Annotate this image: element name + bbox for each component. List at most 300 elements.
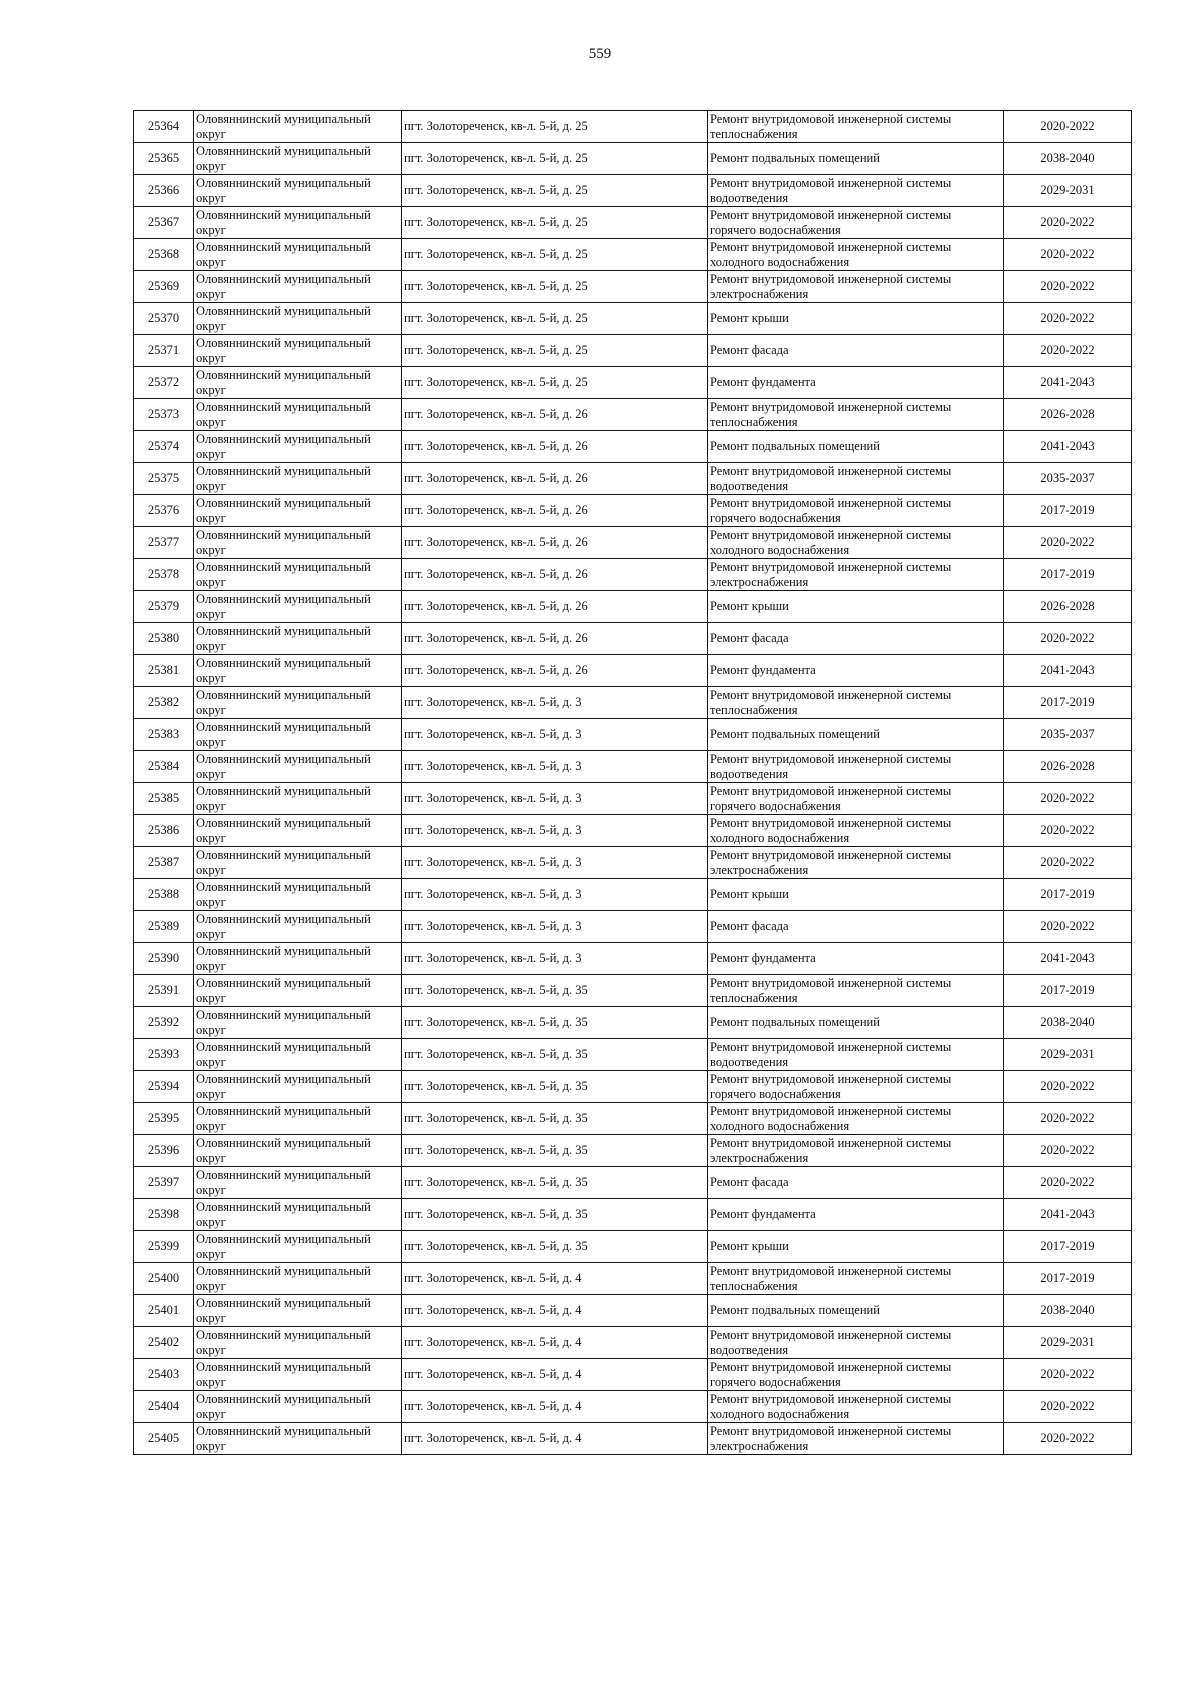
- row-number-cell: 25383: [134, 719, 194, 751]
- municipality-cell-text: Оловяннинский муниципальный округ: [196, 143, 371, 173]
- address-cell: пгт. Золотореченск, кв-л. 5-й, д. 4: [402, 1263, 708, 1295]
- row-number-cell: 25374: [134, 431, 194, 463]
- table-row: [134, 815, 1132, 847]
- row-number-cell: 25396: [134, 1135, 194, 1167]
- municipality-cell: [194, 655, 402, 687]
- address-cell: пгт. Золотореченск, кв-л. 5-й, д. 25: [402, 175, 708, 207]
- work-type-cell: [708, 943, 1004, 975]
- work-type-cell: [708, 1263, 1004, 1295]
- municipality-cell: [194, 367, 402, 399]
- table-row: [134, 911, 1132, 943]
- municipality-cell: [194, 239, 402, 271]
- work-type-cell: [708, 367, 1004, 399]
- work-type-cell-text: Ремонт внутридомовой инженерной системы теплоснабжения: [710, 111, 952, 141]
- municipality-cell-text: Оловяннинский муниципальный округ: [196, 431, 371, 461]
- row-number-cell: 25376: [134, 495, 194, 527]
- table-row: [134, 1359, 1132, 1391]
- period-cell: 2017-2019: [1004, 1231, 1132, 1263]
- period-cell: 2020-2022: [1004, 1103, 1132, 1135]
- work-type-cell-text: Ремонт внутридомовой инженерной системы горячего водоснабжения: [710, 1359, 952, 1389]
- work-type-cell: [708, 399, 1004, 431]
- work-type-cell: [708, 495, 1004, 527]
- municipality-cell: [194, 303, 402, 335]
- address-cell: пгт. Золотореченск, кв-л. 5-й, д. 35: [402, 1199, 708, 1231]
- address-cell: пгт. Золотореченск, кв-л. 5-й, д. 3: [402, 751, 708, 783]
- period-cell: 2038-2040: [1004, 1295, 1132, 1327]
- municipality-cell: [194, 463, 402, 495]
- municipality-cell-text: Оловяннинский муниципальный округ: [196, 527, 371, 557]
- municipality-cell: [194, 1391, 402, 1423]
- municipality-cell: [194, 1327, 402, 1359]
- row-number-cell: 25386: [134, 815, 194, 847]
- work-type-cell: [708, 1423, 1004, 1455]
- municipality-cell: [194, 1423, 402, 1455]
- period-cell: 2035-2037: [1004, 463, 1132, 495]
- period-cell: 2029-2031: [1004, 1327, 1132, 1359]
- municipality-cell-text: Оловяннинский муниципальный округ: [196, 335, 371, 365]
- municipality-cell-text: Оловяннинский муниципальный округ: [196, 975, 371, 1005]
- period-cell: 2041-2043: [1004, 655, 1132, 687]
- table-row: [134, 1295, 1132, 1327]
- period-cell: 2017-2019: [1004, 495, 1132, 527]
- period-cell: 2020-2022: [1004, 783, 1132, 815]
- work-type-cell: [708, 911, 1004, 943]
- table-row: [134, 207, 1132, 239]
- municipality-cell-text: Оловяннинский муниципальный округ: [196, 207, 371, 237]
- work-type-cell: [708, 1071, 1004, 1103]
- municipality-cell: [194, 815, 402, 847]
- municipality-cell-text: Оловяннинский муниципальный округ: [196, 559, 371, 589]
- municipality-cell-text: Оловяннинский муниципальный округ: [196, 463, 371, 493]
- municipality-cell-text: Оловяннинский муниципальный округ: [196, 943, 371, 973]
- work-type-cell: [708, 815, 1004, 847]
- address-cell: пгт. Золотореченск, кв-л. 5-й, д. 35: [402, 1103, 708, 1135]
- row-number-cell: 25394: [134, 1071, 194, 1103]
- row-number-cell: 25377: [134, 527, 194, 559]
- table-row: [134, 1071, 1132, 1103]
- work-type-cell: [708, 303, 1004, 335]
- row-number-cell: 25389: [134, 911, 194, 943]
- municipality-cell-text: Оловяннинский муниципальный округ: [196, 175, 371, 205]
- work-type-cell-text: Ремонт подвальных помещений: [710, 1303, 880, 1317]
- municipality-cell: [194, 1071, 402, 1103]
- municipality-cell-text: Оловяннинский муниципальный округ: [196, 1071, 371, 1101]
- period-cell: 2020-2022: [1004, 271, 1132, 303]
- work-type-cell: [708, 143, 1004, 175]
- period-cell: 2026-2028: [1004, 751, 1132, 783]
- address-cell: пгт. Золотореченск, кв-л. 5-й, д. 25: [402, 335, 708, 367]
- table-row: [134, 783, 1132, 815]
- row-number-cell: 25387: [134, 847, 194, 879]
- work-type-cell: [708, 271, 1004, 303]
- work-type-cell: [708, 1327, 1004, 1359]
- work-type-cell: [708, 1359, 1004, 1391]
- table-row: [134, 719, 1132, 751]
- period-cell: 2041-2043: [1004, 431, 1132, 463]
- table-row: [134, 879, 1132, 911]
- work-type-cell-text: Ремонт внутридомовой инженерной системы холодного водоснабжения: [710, 527, 952, 557]
- work-type-cell-text: Ремонт крыши: [710, 311, 789, 325]
- address-cell: пгт. Золотореченск, кв-л. 5-й, д. 26: [402, 399, 708, 431]
- address-cell: пгт. Золотореченск, кв-л. 5-й, д. 25: [402, 303, 708, 335]
- work-type-cell: [708, 1391, 1004, 1423]
- table-row: [134, 1103, 1132, 1135]
- municipality-cell: [194, 1199, 402, 1231]
- municipality-cell-text: Оловяннинский муниципальный округ: [196, 1103, 371, 1133]
- work-type-cell-text: Ремонт фасада: [710, 343, 789, 357]
- work-type-cell-text: Ремонт внутридомовой инженерной системы теплоснабжения: [710, 399, 952, 429]
- municipality-cell: [194, 1263, 402, 1295]
- table-row: [134, 655, 1132, 687]
- period-cell: 2020-2022: [1004, 847, 1132, 879]
- row-number-cell: 25404: [134, 1391, 194, 1423]
- table-row: [134, 431, 1132, 463]
- municipality-cell-text: Оловяннинский муниципальный округ: [196, 1007, 371, 1037]
- work-type-cell: [708, 1103, 1004, 1135]
- address-cell: пгт. Золотореченск, кв-л. 5-й, д. 35: [402, 1071, 708, 1103]
- municipality-cell: [194, 1007, 402, 1039]
- row-number-cell: 25402: [134, 1327, 194, 1359]
- period-cell: 2020-2022: [1004, 1167, 1132, 1199]
- period-cell: 2020-2022: [1004, 1135, 1132, 1167]
- municipality-cell: [194, 751, 402, 783]
- table-row: [134, 1039, 1132, 1071]
- address-cell: пгт. Золотореченск, кв-л. 5-й, д. 3: [402, 815, 708, 847]
- row-number-cell: 25397: [134, 1167, 194, 1199]
- row-number-cell: 25401: [134, 1295, 194, 1327]
- work-type-cell-text: Ремонт подвальных помещений: [710, 439, 880, 453]
- work-type-cell-text: Ремонт подвальных помещений: [710, 1015, 880, 1029]
- row-number-cell: 25364: [134, 111, 194, 143]
- table-row: [134, 111, 1132, 143]
- municipality-cell: [194, 495, 402, 527]
- municipality-cell-text: Оловяннинский муниципальный округ: [196, 591, 371, 621]
- municipality-cell: [194, 175, 402, 207]
- address-cell: пгт. Золотореченск, кв-л. 5-й, д. 4: [402, 1359, 708, 1391]
- work-type-cell-text: Ремонт подвальных помещений: [710, 727, 880, 741]
- period-cell: 2029-2031: [1004, 1039, 1132, 1071]
- address-cell: пгт. Золотореченск, кв-л. 5-й, д. 25: [402, 271, 708, 303]
- address-cell: пгт. Золотореченск, кв-л. 5-й, д. 4: [402, 1391, 708, 1423]
- municipality-cell-text: Оловяннинский муниципальный округ: [196, 303, 371, 333]
- row-number-cell: 25367: [134, 207, 194, 239]
- row-number-cell: 25368: [134, 239, 194, 271]
- work-type-cell: [708, 1039, 1004, 1071]
- address-cell: пгт. Золотореченск, кв-л. 5-й, д. 26: [402, 463, 708, 495]
- row-number-cell: 25371: [134, 335, 194, 367]
- row-number-cell: 25380: [134, 623, 194, 655]
- row-number-cell: 25381: [134, 655, 194, 687]
- work-type-cell-text: Ремонт фундамента: [710, 375, 816, 389]
- address-cell: пгт. Золотореченск, кв-л. 5-й, д. 3: [402, 783, 708, 815]
- table-row: [134, 1231, 1132, 1263]
- repair-schedule-body: [134, 111, 1132, 1455]
- table-row: [134, 495, 1132, 527]
- table-row: [134, 975, 1132, 1007]
- municipality-cell: [194, 207, 402, 239]
- row-number-cell: 25399: [134, 1231, 194, 1263]
- work-type-cell-text: Ремонт внутридомовой инженерной системы теплоснабжения: [710, 687, 952, 717]
- municipality-cell: [194, 559, 402, 591]
- work-type-cell: [708, 591, 1004, 623]
- period-cell: 2029-2031: [1004, 175, 1132, 207]
- table-row: [134, 175, 1132, 207]
- address-cell: пгт. Золотореченск, кв-л. 5-й, д. 35: [402, 975, 708, 1007]
- work-type-cell-text: Ремонт внутридомовой инженерной системы горячего водоснабжения: [710, 495, 952, 525]
- period-cell: 2017-2019: [1004, 559, 1132, 591]
- table-row: [134, 687, 1132, 719]
- address-cell: пгт. Золотореченск, кв-л. 5-й, д. 4: [402, 1423, 708, 1455]
- address-cell: пгт. Золотореченск, кв-л. 5-й, д. 25: [402, 207, 708, 239]
- work-type-cell: [708, 879, 1004, 911]
- period-cell: 2041-2043: [1004, 367, 1132, 399]
- row-number-cell: 25369: [134, 271, 194, 303]
- row-number-cell: 25390: [134, 943, 194, 975]
- municipality-cell-text: Оловяннинский муниципальный округ: [196, 111, 371, 141]
- municipality-cell-text: Оловяннинский муниципальный округ: [196, 1391, 371, 1421]
- table-row: [134, 943, 1132, 975]
- municipality-cell-text: Оловяннинский муниципальный округ: [196, 1167, 371, 1197]
- municipality-cell: [194, 1359, 402, 1391]
- municipality-cell: [194, 911, 402, 943]
- period-cell: 2020-2022: [1004, 911, 1132, 943]
- address-cell: пгт. Золотореченск, кв-л. 5-й, д. 26: [402, 527, 708, 559]
- table-row: [134, 1391, 1132, 1423]
- address-cell: пгт. Золотореченск, кв-л. 5-й, д. 26: [402, 591, 708, 623]
- period-cell: 2017-2019: [1004, 687, 1132, 719]
- municipality-cell-text: Оловяннинский муниципальный округ: [196, 655, 371, 685]
- address-cell: пгт. Золотореченск, кв-л. 5-й, д. 25: [402, 143, 708, 175]
- work-type-cell: [708, 751, 1004, 783]
- work-type-cell-text: Ремонт внутридомовой инженерной системы холодного водоснабжения: [710, 1103, 952, 1133]
- municipality-cell-text: Оловяннинский муниципальный округ: [196, 687, 371, 717]
- work-type-cell-text: Ремонт внутридомовой инженерной системы холодного водоснабжения: [710, 239, 952, 269]
- municipality-cell: [194, 335, 402, 367]
- work-type-cell: [708, 847, 1004, 879]
- work-type-cell-text: Ремонт фундамента: [710, 663, 816, 677]
- work-type-cell-text: Ремонт внутридомовой инженерной системы водоотведения: [710, 1039, 952, 1069]
- municipality-cell-text: Оловяннинский муниципальный округ: [196, 879, 371, 909]
- repair-schedule-table: [133, 110, 1132, 1455]
- municipality-cell-text: Оловяннинский муниципальный округ: [196, 367, 371, 397]
- municipality-cell: [194, 1295, 402, 1327]
- work-type-cell-text: Ремонт крыши: [710, 1239, 789, 1253]
- period-cell: 2020-2022: [1004, 527, 1132, 559]
- municipality-cell-text: Оловяннинский муниципальный округ: [196, 815, 371, 845]
- row-number-cell: 25372: [134, 367, 194, 399]
- municipality-cell: [194, 1039, 402, 1071]
- period-cell: 2020-2022: [1004, 239, 1132, 271]
- address-cell: пгт. Золотореченск, кв-л. 5-й, д. 3: [402, 879, 708, 911]
- table-row: [134, 399, 1132, 431]
- municipality-cell: [194, 527, 402, 559]
- municipality-cell: [194, 847, 402, 879]
- address-cell: пгт. Золотореченск, кв-л. 5-й, д. 25: [402, 239, 708, 271]
- address-cell: пгт. Золотореченск, кв-л. 5-й, д. 26: [402, 559, 708, 591]
- table-row: [134, 463, 1132, 495]
- row-number-cell: 25382: [134, 687, 194, 719]
- municipality-cell-text: Оловяннинский муниципальный округ: [196, 271, 371, 301]
- row-number-cell: 25398: [134, 1199, 194, 1231]
- work-type-cell: [708, 527, 1004, 559]
- municipality-cell-text: Оловяннинский муниципальный округ: [196, 751, 371, 781]
- work-type-cell-text: Ремонт внутридомовой инженерной системы электроснабжения: [710, 1423, 952, 1453]
- municipality-cell: [194, 591, 402, 623]
- address-cell: пгт. Золотореченск, кв-л. 5-й, д. 26: [402, 655, 708, 687]
- period-cell: 2020-2022: [1004, 1391, 1132, 1423]
- row-number-cell: 25391: [134, 975, 194, 1007]
- period-cell: 2041-2043: [1004, 1199, 1132, 1231]
- row-number-cell: 25392: [134, 1007, 194, 1039]
- table-row: [134, 1423, 1132, 1455]
- table-row: [134, 1007, 1132, 1039]
- period-cell: 2017-2019: [1004, 879, 1132, 911]
- municipality-cell-text: Оловяннинский муниципальный округ: [196, 783, 371, 813]
- period-cell: 2020-2022: [1004, 207, 1132, 239]
- work-type-cell-text: Ремонт фундамента: [710, 1207, 816, 1221]
- work-type-cell: [708, 1199, 1004, 1231]
- row-number-cell: 25370: [134, 303, 194, 335]
- municipality-cell-text: Оловяннинский муниципальный округ: [196, 911, 371, 941]
- municipality-cell: [194, 623, 402, 655]
- work-type-cell-text: Ремонт фундамента: [710, 951, 816, 965]
- table-row: [134, 1327, 1132, 1359]
- work-type-cell: [708, 207, 1004, 239]
- work-type-cell: [708, 463, 1004, 495]
- municipality-cell: [194, 879, 402, 911]
- table-row: [134, 1167, 1132, 1199]
- work-type-cell: [708, 655, 1004, 687]
- work-type-cell: [708, 1295, 1004, 1327]
- period-cell: 2020-2022: [1004, 335, 1132, 367]
- municipality-cell-text: Оловяннинский муниципальный округ: [196, 399, 371, 429]
- municipality-cell: [194, 687, 402, 719]
- municipality-cell-text: Оловяннинский муниципальный округ: [196, 1199, 371, 1229]
- period-cell: 2038-2040: [1004, 1007, 1132, 1039]
- work-type-cell-text: Ремонт подвальных помещений: [710, 151, 880, 165]
- row-number-cell: 25365: [134, 143, 194, 175]
- municipality-cell-text: Оловяннинский муниципальный округ: [196, 847, 371, 877]
- table-row: [134, 335, 1132, 367]
- municipality-cell: [194, 783, 402, 815]
- row-number-cell: 25403: [134, 1359, 194, 1391]
- work-type-cell-text: Ремонт внутридомовой инженерной системы холодного водоснабжения: [710, 1391, 952, 1421]
- table-row: [134, 239, 1132, 271]
- work-type-cell: [708, 1231, 1004, 1263]
- row-number-cell: 25400: [134, 1263, 194, 1295]
- municipality-cell-text: Оловяннинский муниципальный округ: [196, 239, 371, 269]
- work-type-cell-text: Ремонт внутридомовой инженерной системы теплоснабжения: [710, 975, 952, 1005]
- municipality-cell-text: Оловяннинский муниципальный округ: [196, 719, 371, 749]
- row-number-cell: 25385: [134, 783, 194, 815]
- table-row: [134, 751, 1132, 783]
- table-row: [134, 1199, 1132, 1231]
- work-type-cell-text: Ремонт внутридомовой инженерной системы горячего водоснабжения: [710, 1071, 952, 1101]
- address-cell: пгт. Золотореченск, кв-л. 5-й, д. 3: [402, 943, 708, 975]
- table-row: [134, 559, 1132, 591]
- period-cell: 2020-2022: [1004, 1359, 1132, 1391]
- municipality-cell: [194, 719, 402, 751]
- work-type-cell-text: Ремонт внутридомовой инженерной системы электроснабжения: [710, 847, 952, 877]
- municipality-cell: [194, 431, 402, 463]
- work-type-cell-text: Ремонт фасада: [710, 631, 789, 645]
- municipality-cell-text: Оловяннинский муниципальный округ: [196, 1327, 371, 1357]
- work-type-cell: [708, 687, 1004, 719]
- work-type-cell: [708, 175, 1004, 207]
- row-number-cell: 25384: [134, 751, 194, 783]
- period-cell: 2020-2022: [1004, 1071, 1132, 1103]
- period-cell: 2020-2022: [1004, 623, 1132, 655]
- work-type-cell-text: Ремонт внутридомовой инженерной системы теплоснабжения: [710, 1263, 952, 1293]
- municipality-cell-text: Оловяннинский муниципальный округ: [196, 1231, 371, 1261]
- period-cell: 2041-2043: [1004, 943, 1132, 975]
- row-number-cell: 25366: [134, 175, 194, 207]
- work-type-cell-text: Ремонт внутридомовой инженерной системы горячего водоснабжения: [710, 783, 952, 813]
- work-type-cell-text: Ремонт крыши: [710, 887, 789, 901]
- address-cell: пгт. Золотореченск, кв-л. 5-й, д. 4: [402, 1295, 708, 1327]
- work-type-cell-text: Ремонт внутридомовой инженерной системы водоотведения: [710, 1327, 952, 1357]
- work-type-cell-text: Ремонт крыши: [710, 599, 789, 613]
- period-cell: 2020-2022: [1004, 111, 1132, 143]
- municipality-cell-text: Оловяннинский муниципальный округ: [196, 1135, 371, 1165]
- period-cell: 2026-2028: [1004, 591, 1132, 623]
- work-type-cell-text: Ремонт внутридомовой инженерной системы горячего водоснабжения: [710, 207, 952, 237]
- period-cell: 2035-2037: [1004, 719, 1132, 751]
- work-type-cell: [708, 1167, 1004, 1199]
- row-number-cell: 25375: [134, 463, 194, 495]
- work-type-cell: [708, 1007, 1004, 1039]
- address-cell: пгт. Золотореченск, кв-л. 5-й, д. 35: [402, 1167, 708, 1199]
- municipality-cell-text: Оловяннинский муниципальный округ: [196, 1423, 371, 1453]
- address-cell: пгт. Золотореченск, кв-л. 5-й, д. 25: [402, 111, 708, 143]
- address-cell: пгт. Золотореченск, кв-л. 5-й, д. 3: [402, 847, 708, 879]
- municipality-cell-text: Оловяннинский муниципальный округ: [196, 1359, 371, 1389]
- municipality-cell: [194, 399, 402, 431]
- table-row: [134, 1263, 1132, 1295]
- period-cell: 2026-2028: [1004, 399, 1132, 431]
- municipality-cell: [194, 143, 402, 175]
- table-row: [134, 143, 1132, 175]
- address-cell: пгт. Золотореченск, кв-л. 5-й, д. 26: [402, 495, 708, 527]
- address-cell: пгт. Золотореченск, кв-л. 5-й, д. 3: [402, 687, 708, 719]
- work-type-cell-text: Ремонт внутридомовой инженерной системы холодного водоснабжения: [710, 815, 952, 845]
- address-cell: пгт. Золотореченск, кв-л. 5-й, д. 3: [402, 719, 708, 751]
- period-cell: 2038-2040: [1004, 143, 1132, 175]
- work-type-cell: [708, 431, 1004, 463]
- municipality-cell: [194, 943, 402, 975]
- row-number-cell: 25393: [134, 1039, 194, 1071]
- work-type-cell-text: Ремонт внутридомовой инженерной системы водоотведения: [710, 751, 952, 781]
- address-cell: пгт. Золотореченск, кв-л. 5-й, д. 4: [402, 1327, 708, 1359]
- address-cell: пгт. Золотореченск, кв-л. 5-й, д. 25: [402, 367, 708, 399]
- municipality-cell-text: Оловяннинский муниципальный округ: [196, 623, 371, 653]
- address-cell: пгт. Золотореченск, кв-л. 5-й, д. 26: [402, 431, 708, 463]
- work-type-cell: [708, 335, 1004, 367]
- row-number-cell: 25373: [134, 399, 194, 431]
- period-cell: 2020-2022: [1004, 815, 1132, 847]
- address-cell: пгт. Золотореченск, кв-л. 5-й, д. 26: [402, 623, 708, 655]
- municipality-cell: [194, 1231, 402, 1263]
- work-type-cell-text: Ремонт фасада: [710, 1175, 789, 1189]
- municipality-cell: [194, 1167, 402, 1199]
- municipality-cell: [194, 271, 402, 303]
- work-type-cell: [708, 623, 1004, 655]
- municipality-cell-text: Оловяннинский муниципальный округ: [196, 495, 371, 525]
- work-type-cell: [708, 559, 1004, 591]
- work-type-cell: [708, 1135, 1004, 1167]
- work-type-cell-text: Ремонт внутридомовой инженерной системы электроснабжения: [710, 559, 952, 589]
- work-type-cell: [708, 239, 1004, 271]
